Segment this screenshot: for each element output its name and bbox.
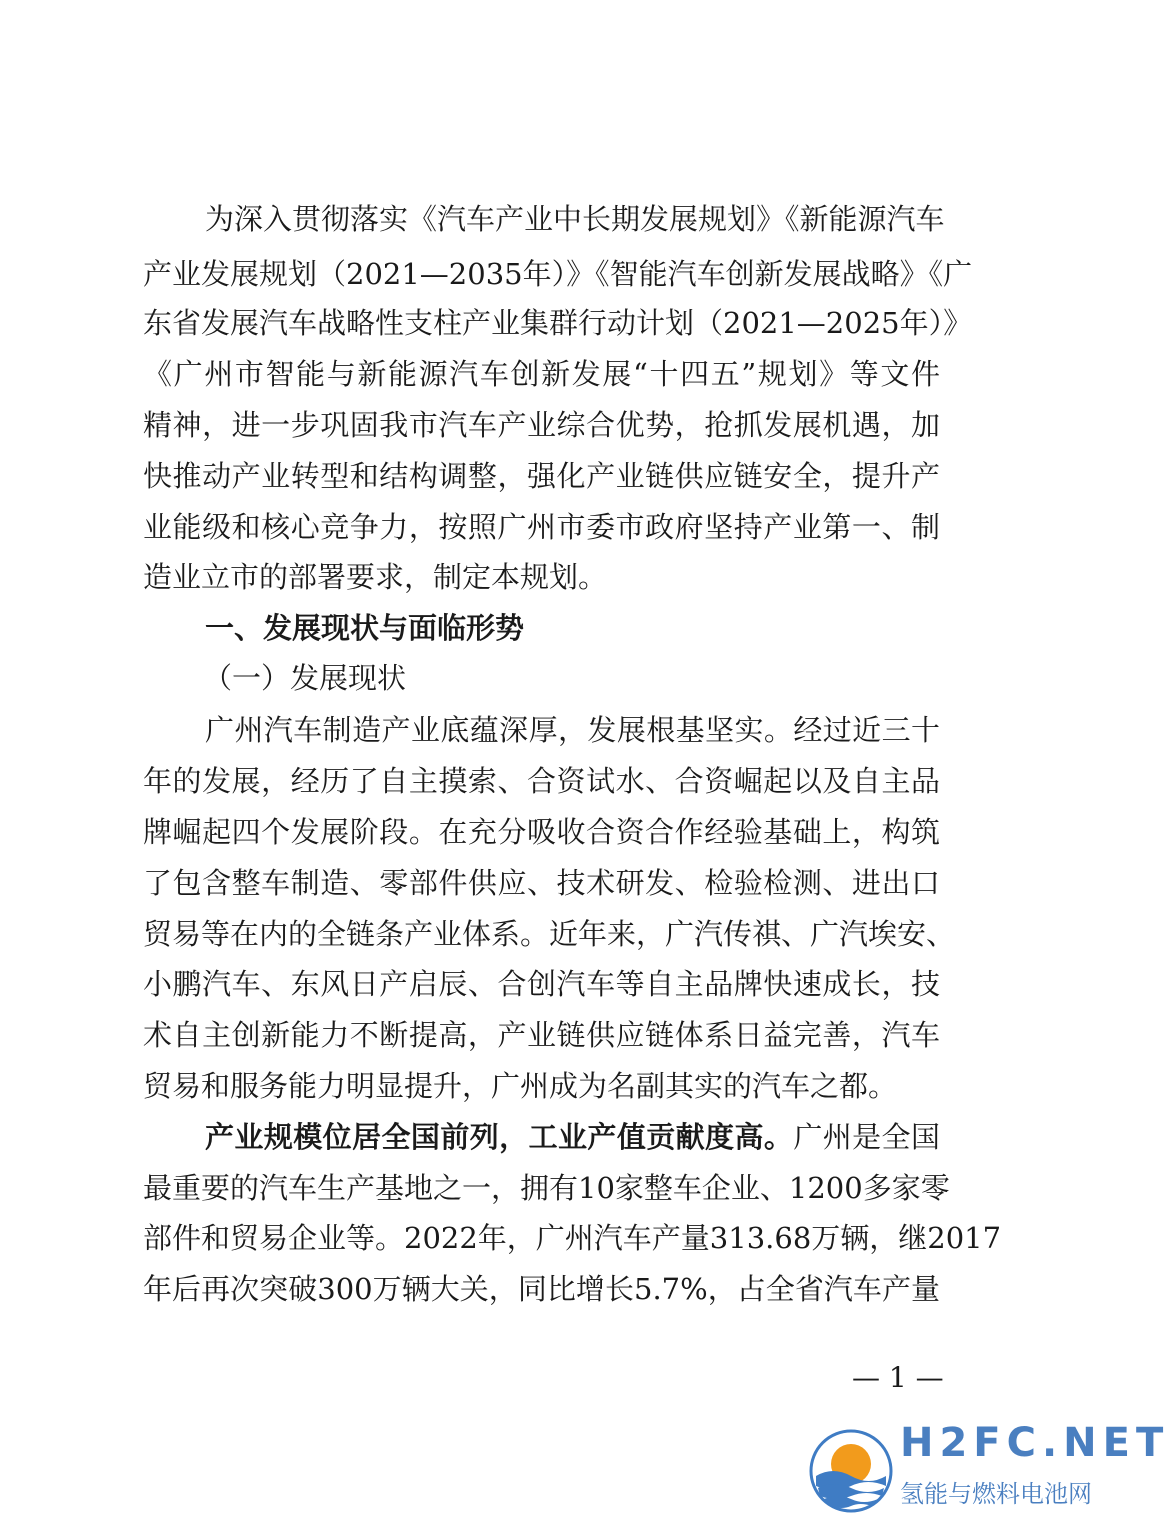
paragraph2-line: 术自主创新能力不断提高，产业链供应链体系日益完善，汽车 (143, 1018, 940, 1052)
paragraph1-line: 精神，进一步巩固我市汽车产业综合优势，抢抓发展机遇，加 (143, 408, 940, 442)
paragraph2-line: 年的发展，经历了自主摸索、合资试水、合资崛起以及自主品 (143, 764, 940, 798)
watermark (808, 1418, 1169, 1527)
paragraph3-lead-bold: 产业规模位居全国前列，工业产值贡献度高。 (205, 1120, 794, 1154)
paragraph2-line: 贸易和服务能力明显提升，广州成为名副其实的汽车之都。 (143, 1069, 898, 1103)
paragraph3-line: 年后再次突破300万辆大关，同比增长5.7%，占全省汽车产量 (143, 1272, 940, 1306)
paragraph1-line: 产业发展规划（2021—2035年）》《智能汽车创新发展战略》《广 (143, 257, 973, 291)
paragraph3-line: 最重要的汽车生产基地之一，拥有10家整车企业、1200多家零 (143, 1171, 950, 1205)
paragraph1-line: 快推动产业转型和结构调整，强化产业链供应链安全，提升产 (143, 459, 940, 493)
paragraph3-first-line (205, 1113, 940, 1161)
paragraph3-lead-rest: 广州是全国 (793, 1120, 940, 1154)
section-heading: 一、发展现状与面临形势 (205, 611, 525, 645)
paragraph1-line: 造业立市的部署要求，制定本规划。 (143, 560, 608, 594)
subsection-heading: （一）发展现状 (203, 661, 407, 695)
paragraph1-line: 东省发展汽车战略性支柱产业集群行动计划（2021—2025年）》 (143, 306, 973, 340)
paragraph2-line: 了包含整车制造、零部件供应、技术研发、检验检测、进出口 (143, 866, 940, 900)
paragraph2-line: 小鹏汽车、东风日产启辰、合创汽车等自主品牌快速成长，技 (143, 967, 940, 1001)
paragraph3-line: 部件和贸易企业等。2022年，广州汽车产量313.68万辆，继2017 (143, 1221, 1002, 1255)
paragraph1-line: 业能级和核心竞争力，按照广州市委市政府坚持产业第一、制 (143, 510, 940, 544)
paragraph2-line: 贸易等在内的全链条产业体系。近年来，广汽传祺、广汽埃安、 (143, 917, 956, 951)
watermark-subtitle: 氢能与燃料电池网 (900, 1480, 1092, 1508)
paragraph1-line: 《广州市智能与新能源汽车创新发展“十四五”规划》等文件 (143, 357, 940, 391)
paragraph2-line: 广州汽车制造产业底蕴深厚，发展根基坚实。经过近三十 (205, 713, 940, 747)
sun-over-waves-icon (808, 1428, 894, 1514)
watermark-title: H2FC.NET (900, 1420, 1169, 1466)
page-number: — 1 — (852, 1361, 944, 1394)
paragraph1-line: 为深入贯彻落实《汽车产业中长期发展规划》《新能源汽车 (205, 202, 945, 236)
paragraph2-line: 牌崛起四个发展阶段。在充分吸收合资合作经验基础上，构筑 (143, 815, 940, 849)
